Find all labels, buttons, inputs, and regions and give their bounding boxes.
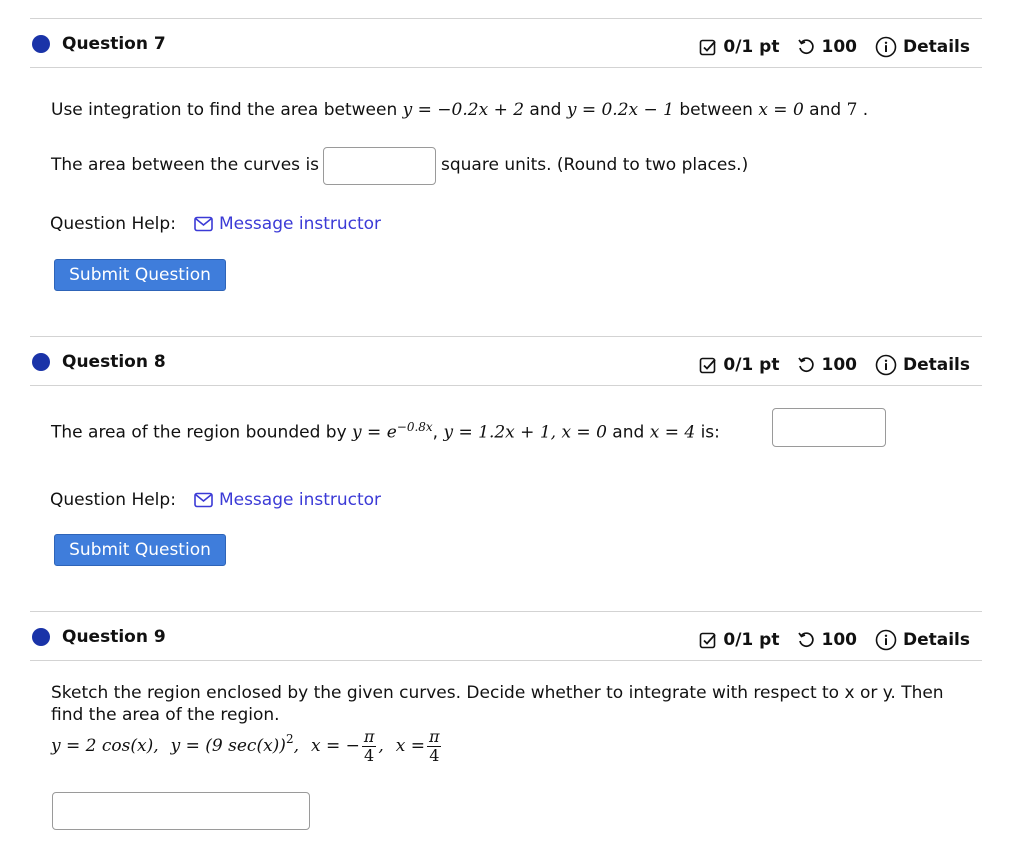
message-instructor-label: Message instructor xyxy=(218,214,382,234)
question-help xyxy=(50,213,381,235)
fraction-denominator: 4 xyxy=(364,745,375,765)
equation-3: x = 0 xyxy=(758,100,804,120)
equation-1: y = −0.2x + 2 xyxy=(402,100,525,120)
prompt-text: and xyxy=(606,422,650,443)
retry-icon xyxy=(797,38,815,56)
question-9-header-divider xyxy=(30,660,982,661)
score-text: 0/1 pt xyxy=(723,630,780,650)
score-checkbox-icon xyxy=(699,38,717,56)
prompt-text: , xyxy=(432,422,444,443)
question-title: Question 9 xyxy=(62,627,166,647)
equation-part: , xyxy=(293,736,299,756)
details-link[interactable]: Details xyxy=(902,630,970,650)
details-link[interactable]: Details xyxy=(902,37,970,57)
question-7-top-divider xyxy=(30,18,982,19)
equation-1: y = e xyxy=(352,422,397,443)
score-text: 0/1 pt xyxy=(723,355,780,375)
question-meta xyxy=(699,354,970,376)
question-8 xyxy=(30,336,982,596)
equation-part: y = (9 sec(x)) xyxy=(170,736,286,756)
question-7-header-divider xyxy=(30,67,982,68)
fraction-denominator: 4 xyxy=(429,745,440,765)
answer-input[interactable] xyxy=(52,792,310,830)
details-info-icon[interactable] xyxy=(875,36,897,58)
submit-question-button[interactable]: Submit Question xyxy=(54,534,226,566)
answer-lead-text: The area between the curves is xyxy=(51,155,320,175)
envelope-icon xyxy=(194,492,214,508)
answer-tail-text: square units. (Round to two places.) xyxy=(441,155,749,175)
equation-part: x = xyxy=(395,736,426,756)
prompt-text: is: xyxy=(695,422,720,443)
question-title: Question 8 xyxy=(62,352,166,372)
retries-text: 100 xyxy=(821,37,857,57)
answer-input[interactable] xyxy=(772,408,886,447)
message-instructor-link[interactable] xyxy=(194,489,381,511)
equation-2: y = 0.2x − 1 xyxy=(566,100,674,120)
fraction-numerator: π xyxy=(429,726,440,746)
question-title: Question 7 xyxy=(62,34,166,54)
question-9-top-divider xyxy=(30,611,982,612)
question-9 xyxy=(30,611,982,844)
envelope-icon xyxy=(194,216,214,232)
score-checkbox-icon xyxy=(699,356,717,374)
question-status-dot xyxy=(32,35,50,53)
equation-exponent: −0.8x xyxy=(396,420,433,434)
prompt-text: Use integration to find the area between xyxy=(51,100,403,120)
equation-part: y = 2 cos(x), xyxy=(51,736,159,756)
question-7 xyxy=(30,18,982,318)
question-8-top-divider xyxy=(30,336,982,337)
prompt-text: between xyxy=(673,100,759,120)
prompt-text: . xyxy=(857,100,869,120)
question-status-dot xyxy=(32,353,50,371)
question-help-label: Question Help: xyxy=(50,214,176,234)
prompt-text: and xyxy=(524,100,567,120)
message-instructor-link[interactable] xyxy=(194,213,381,235)
score-checkbox-icon xyxy=(699,631,717,649)
retry-icon xyxy=(797,631,815,649)
details-info-icon[interactable] xyxy=(875,354,897,376)
question-prompt xyxy=(51,416,720,444)
prompt-text: and xyxy=(803,100,847,120)
retries-text: 100 xyxy=(821,630,857,650)
equation-3: x = 4 xyxy=(649,422,696,443)
answer-input[interactable] xyxy=(323,147,436,185)
retries-text: 100 xyxy=(821,355,857,375)
score-text: 0/1 pt xyxy=(723,37,780,57)
equation-4: 7 xyxy=(846,100,858,120)
message-instructor-label: Message instructor xyxy=(218,490,382,510)
question-help-label: Question Help: xyxy=(50,490,176,510)
submit-question-button[interactable]: Submit Question xyxy=(54,259,226,291)
equation-part: , xyxy=(378,736,384,756)
prompt-text: The area of the region bounded by xyxy=(51,422,353,443)
question-prompt-line-1: Sketch the region enclosed by the given curves. Decide whether to integrate with respect to x or y. Then xyxy=(51,683,944,703)
question-status-dot xyxy=(32,628,50,646)
retry-icon xyxy=(797,356,815,374)
question-8-header-divider xyxy=(30,385,982,386)
question-prompt-line-2: find the area of the region. xyxy=(51,705,280,725)
fraction-numerator: π xyxy=(363,726,375,746)
question-equation xyxy=(51,724,444,768)
fraction xyxy=(362,728,377,765)
details-link[interactable]: Details xyxy=(902,355,970,375)
equation-exponent: 2 xyxy=(285,732,294,746)
equation-part: x = − xyxy=(310,736,360,756)
question-help xyxy=(50,489,381,511)
question-meta xyxy=(699,36,970,58)
question-prompt xyxy=(51,99,868,121)
details-info-icon[interactable] xyxy=(875,629,897,651)
fraction xyxy=(427,728,442,765)
equation-2: y = 1.2x + 1, x = 0 xyxy=(443,422,607,443)
question-meta xyxy=(699,629,970,651)
